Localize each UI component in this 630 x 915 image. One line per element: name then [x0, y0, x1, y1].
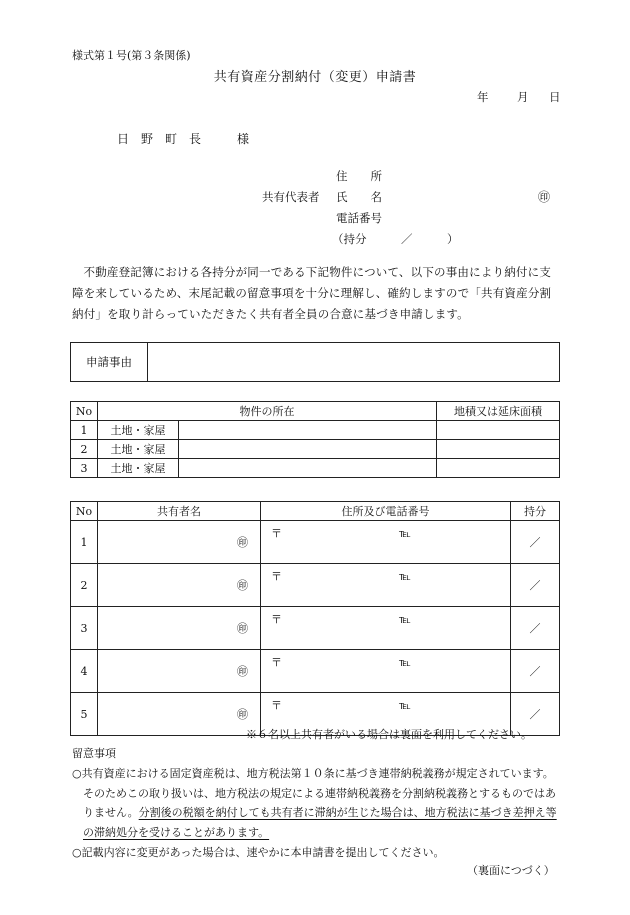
owner-no: 5 — [71, 693, 98, 736]
table-row — [71, 650, 560, 693]
notes-heading: 留意事項 — [72, 747, 116, 760]
representative-label: 共有代表者 — [262, 190, 320, 204]
date-line — [477, 89, 561, 105]
property-area-field[interactable] — [437, 421, 560, 440]
owner-share-field[interactable]: ／ — [511, 650, 560, 693]
tel-mark: ℡ — [399, 699, 411, 712]
note-item-1 — [72, 764, 562, 842]
owners-header-no: No — [71, 502, 98, 521]
owner-name-field[interactable] — [98, 607, 261, 650]
owners-header-address: 住所及び電話番号 — [261, 502, 511, 521]
owner-address-field[interactable] — [261, 607, 511, 650]
seal-mark: ㊞ — [237, 708, 248, 721]
table-row — [71, 440, 560, 459]
note-item-1-text: ○共有資産における固定資産税は、地方税法第１０条に基づき連帯納税義務が規定されています。そのためこの取り扱いは、地方税法の規定による連帯納税義務を分割納税義務とするものではありません。 — [72, 767, 556, 819]
table-row — [71, 607, 560, 650]
property-type: 土地・家屋 — [98, 459, 179, 478]
addressee: 日野町長 様 — [117, 132, 262, 146]
owner-no: 1 — [71, 521, 98, 564]
owner-name-field[interactable] — [98, 650, 261, 693]
tel-mark: ℡ — [399, 656, 411, 669]
note-item-1-underlined: 分割後の税額を納付しても共有者に滞納が生じた場合は、地方税法に基づき差押え等の滞納処分を受けることがあります。 — [83, 806, 557, 839]
form-number: 様式第１号(第３条関係) — [72, 49, 191, 62]
property-location-field[interactable] — [179, 459, 437, 478]
property-location-field[interactable] — [179, 421, 437, 440]
intro-paragraph: 不動産登記簿における各持分が同一である下記物件について、以下の事由により納付に支障を来しているため、末尾記載の留意事項を十分に理解し、確約しますので「共有資産分割納付」を取り計らっていただきたく共有者全員の合意に基づき申請します。 — [72, 265, 552, 321]
property-type: 土地・家屋 — [98, 421, 179, 440]
owners-header-share: 持分 — [511, 502, 560, 521]
property-no: 2 — [71, 440, 98, 459]
reason-field[interactable] — [148, 343, 560, 382]
owner-share-field[interactable]: ／ — [511, 564, 560, 607]
date-day: 日 — [549, 90, 561, 104]
date-year: 年 — [477, 90, 489, 104]
owner-address-field[interactable] — [261, 650, 511, 693]
tel-mark: ℡ — [399, 613, 411, 626]
property-header-no: No — [71, 402, 98, 421]
seal-mark: ㊞ — [237, 536, 248, 549]
owner-no: 4 — [71, 650, 98, 693]
applicant-address-label: 住 所 — [336, 169, 382, 183]
property-no: 3 — [71, 459, 98, 478]
applicant-seal-mark: ㊞ — [538, 190, 551, 204]
postal-mark: 〒 — [271, 656, 282, 669]
owners-header-name: 共有者名 — [98, 502, 261, 521]
seal-mark: ㊞ — [237, 665, 248, 678]
property-header-area: 地積又は延床面積 — [437, 402, 560, 421]
date-month: 月 — [517, 90, 529, 104]
property-location-field[interactable] — [179, 440, 437, 459]
applicant-phone-label: 電話番号 — [336, 211, 382, 225]
property-table — [70, 401, 560, 478]
owner-share-field[interactable]: ／ — [511, 693, 560, 736]
tel-mark: ℡ — [399, 527, 411, 540]
seal-mark: ㊞ — [237, 622, 248, 635]
property-area-field[interactable] — [437, 459, 560, 478]
table-row — [71, 459, 560, 478]
note-item-2: ○記載内容に変更があった場合は、速やかに本申請書を提出してください。 — [72, 846, 445, 859]
reason-table — [70, 342, 560, 382]
property-area-field[interactable] — [437, 440, 560, 459]
property-header-location: 物件の所在 — [98, 402, 437, 421]
applicant-name-label: 氏 名 — [336, 190, 382, 204]
owner-no: 2 — [71, 564, 98, 607]
owners-table — [70, 501, 560, 736]
postal-mark: 〒 — [271, 613, 282, 626]
owner-no: 3 — [71, 607, 98, 650]
reason-label: 申請事由 — [71, 343, 148, 382]
owner-address-field[interactable] — [261, 564, 511, 607]
seal-mark: ㊞ — [237, 579, 248, 592]
postal-mark: 〒 — [271, 570, 282, 583]
note-six-owners: ※６名以上共有者がいる場合は裏面を利用してください。 — [246, 728, 532, 741]
property-type: 土地・家屋 — [98, 440, 179, 459]
tel-mark: ℡ — [399, 570, 411, 583]
owner-name-field[interactable] — [98, 564, 261, 607]
owner-name-field[interactable] — [98, 521, 261, 564]
owner-share-field[interactable]: ／ — [511, 607, 560, 650]
owner-share-field[interactable]: ／ — [511, 521, 560, 564]
owner-address-field[interactable] — [261, 521, 511, 564]
postal-mark: 〒 — [271, 699, 282, 712]
owner-name-field[interactable] — [98, 693, 261, 736]
continued-on-back: （裏面につづく） — [467, 864, 555, 877]
table-row — [71, 521, 560, 564]
postal-mark: 〒 — [271, 527, 282, 540]
table-row — [71, 564, 560, 607]
applicant-share-label: （持分 ／ ） — [332, 232, 459, 246]
property-no: 1 — [71, 421, 98, 440]
form-title: 共有資産分割納付（変更）申請書 — [213, 70, 417, 85]
table-row — [71, 421, 560, 440]
